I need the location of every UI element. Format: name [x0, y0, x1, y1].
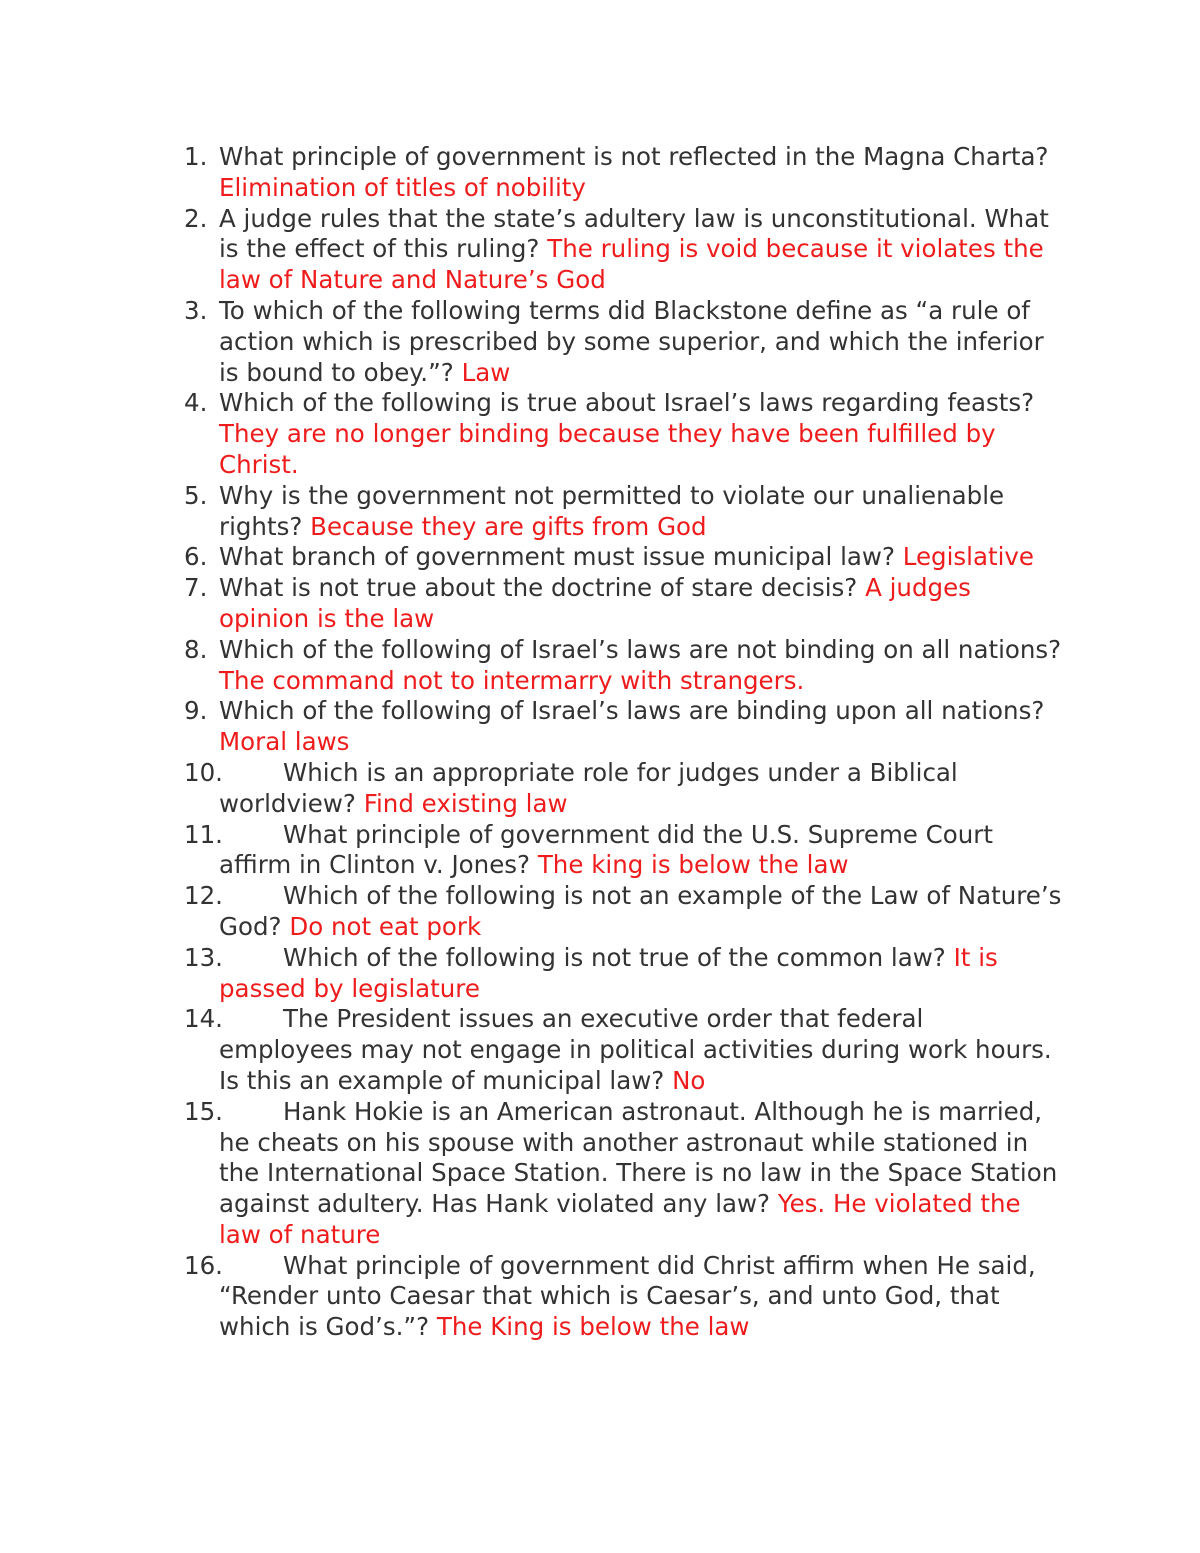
- question-number: 7.: [184, 573, 208, 603]
- answer-text: Law: [461, 357, 511, 387]
- question-number: 6.: [184, 542, 208, 572]
- answer-text: The King is below the law: [436, 1312, 750, 1342]
- list-item: [184, 758, 1064, 820]
- question-number: 8.: [184, 634, 208, 664]
- list-item: [184, 542, 1064, 573]
- question-text: Which of the following of Israel’s laws are not binding on all nations?: [219, 634, 1062, 664]
- list-item: [184, 881, 1064, 943]
- question-body: [219, 696, 1064, 758]
- list-item: [184, 635, 1064, 697]
- answer-text: They are no longer binding because they have been fulfilled by Christ.: [219, 419, 996, 479]
- answer-text: The command not to intermarry with strangers.: [219, 665, 805, 695]
- question-text: Which of the following is not true of the common law?: [283, 942, 946, 972]
- list-item: [184, 820, 1064, 882]
- answer-text: Find existing law: [363, 788, 568, 818]
- answer-text: Do not eat pork: [289, 911, 482, 941]
- question-number: 9.: [184, 696, 208, 726]
- question-number: 11.: [184, 819, 223, 849]
- question-text: Which of the following is not an example of the Law of Nature’s God?: [219, 881, 1062, 941]
- answer-text: Legislative: [902, 542, 1034, 572]
- answer-text: Elimination of titles of nobility: [219, 172, 586, 202]
- question-text: What branch of government must issue municipal law?: [219, 542, 895, 572]
- question-text: What principle of government did the U.S. Supreme Court affirm in Clinton v. Jones?: [219, 819, 993, 880]
- question-number: 4.: [184, 388, 208, 418]
- question-text: What is not true about the doctrine of stare decisis?: [219, 573, 858, 603]
- question-number: 2.: [184, 203, 208, 233]
- question-text: Which of the following of Israel’s laws are binding upon all nations?: [219, 696, 1045, 726]
- question-text: A judge rules that the state’s adultery law is unconstitutional. What is the effect of this ruling?: [219, 203, 1049, 264]
- question-text: The President issues an executive order that federal employees may not engage in political activities during work hours. Is this an example of municipal law?: [219, 1004, 1052, 1095]
- question-number: 10.: [184, 757, 223, 787]
- question-body: [219, 142, 1064, 204]
- answer-text: No: [672, 1065, 706, 1095]
- question-number: 15.: [184, 1096, 223, 1126]
- list-item: [184, 1251, 1064, 1343]
- list-item: [184, 296, 1064, 388]
- question-body: [219, 758, 1064, 820]
- answer-text: Moral laws: [219, 727, 350, 757]
- list-item: [184, 142, 1064, 204]
- question-body: [219, 635, 1064, 697]
- answer-text: The king is below the law: [537, 850, 849, 880]
- question-text: Which is an appropriate role for judges under a Biblical worldview?: [219, 757, 958, 818]
- list-item: [184, 481, 1064, 543]
- question-number: 14.: [184, 1004, 223, 1034]
- list-item: [184, 388, 1064, 480]
- list-item: [184, 204, 1064, 296]
- question-body: [219, 943, 1064, 1005]
- question-text: Hank Hokie is an American astronaut. Although he is married, he cheats on his spouse with another astronaut while stationed in the International Space Station. There is no law in the Space Station against adultery. Has Hank violated any law?: [219, 1096, 1058, 1219]
- question-body: [219, 388, 1064, 480]
- question-number: 3.: [184, 295, 208, 325]
- question-body: [219, 1251, 1064, 1343]
- list-item: [184, 1097, 1064, 1251]
- question-text: Why is the government not permitted to violate our unalienable rights?: [219, 480, 1005, 541]
- question-number: 16.: [184, 1250, 223, 1280]
- question-number: 13.: [184, 942, 223, 972]
- list-item: [184, 1004, 1064, 1096]
- question-body: [219, 881, 1064, 943]
- question-number: 5.: [184, 480, 208, 510]
- question-body: [219, 1097, 1064, 1251]
- question-body: [219, 1004, 1064, 1096]
- question-body: [219, 573, 1064, 635]
- question-text: What principle of government is not reflected in the Magna Charta?: [219, 142, 1049, 171]
- answer-text: The ruling is void because it violates the law of Nature and Nature’s God: [219, 234, 1044, 295]
- question-body: [219, 542, 1064, 573]
- question-body: [219, 204, 1064, 296]
- question-body: [219, 481, 1064, 543]
- question-number: 12.: [184, 881, 223, 911]
- answer-text: Because they are gifts from God: [310, 511, 707, 541]
- list-item: [184, 696, 1064, 758]
- answer-text: Yes. He violated the law of nature: [219, 1189, 1021, 1249]
- answer-text: It is passed by legislature: [219, 942, 998, 1003]
- question-text: To which of the following terms did Blackstone define as “a rule of action which is prescribed by some superior, and which the inferior is bound to obey.”?: [219, 295, 1044, 387]
- question-list: [184, 142, 1064, 1343]
- list-item: [184, 943, 1064, 1005]
- question-body: [219, 296, 1064, 388]
- question-text: Which of the following is true about Israel’s laws regarding feasts?: [219, 388, 1035, 418]
- question-text: What principle of government did Christ affirm when He said, “Render unto Caesar that which is Caesar’s, and unto God, that which is God’s.”?: [219, 1250, 1036, 1342]
- list-item: [184, 573, 1064, 635]
- question-number: 1.: [184, 142, 208, 171]
- answer-text: A judges opinion is the law: [219, 573, 971, 633]
- question-body: [219, 820, 1064, 882]
